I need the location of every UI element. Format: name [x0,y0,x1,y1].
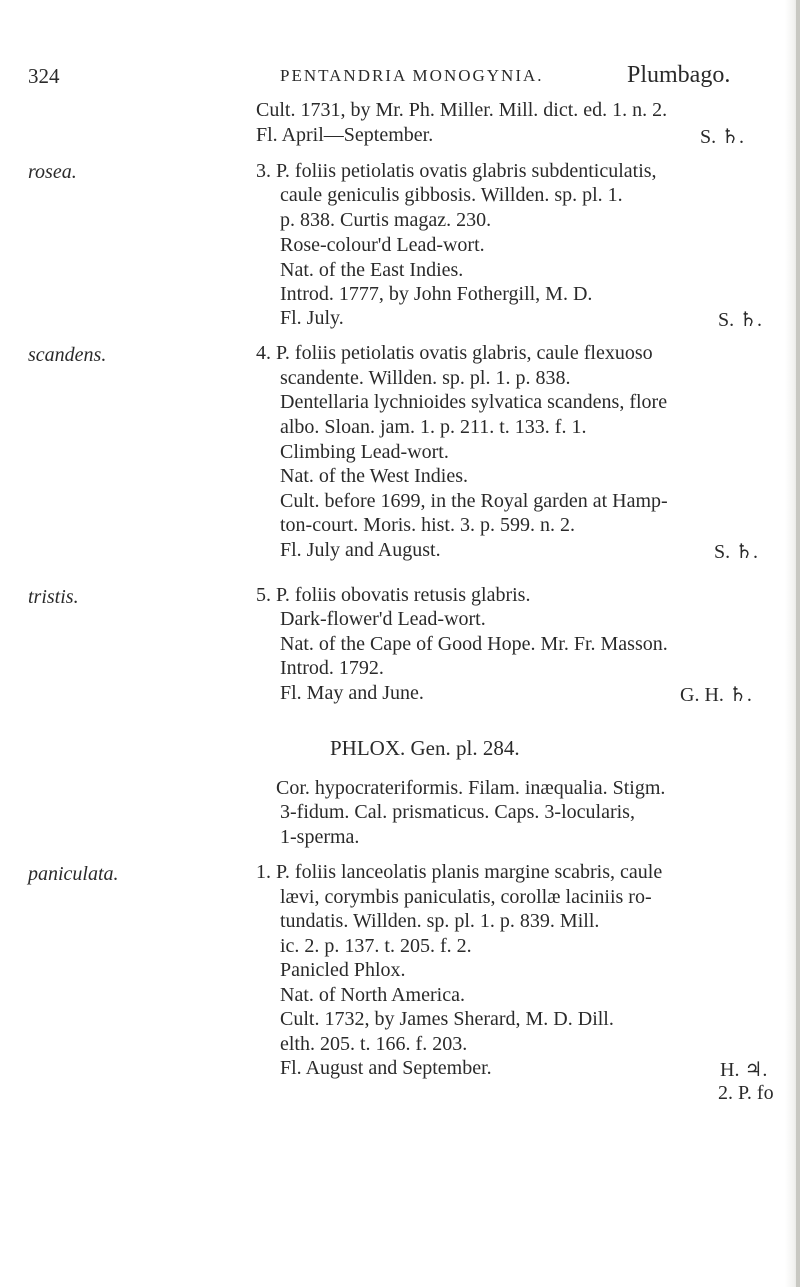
text-line: Rose-colour'd Lead-wort. [280,234,485,256]
text-line: lævi, corymbis paniculatis, corollæ laciniis ro- [280,886,652,908]
text-line: ic. 2. p. 137. t. 205. f. 2. [280,935,472,957]
text-line: 3. P. foliis petiolatis ovatis glabris subdenticulatis, [256,160,657,182]
habit-marker: S. ♄. [718,309,763,331]
text-line: p. 838. Curtis magaz. 230. [280,209,492,231]
text-line: Fl. July and August. [280,539,441,561]
text-line: Cult. before 1699, in the Royal garden at Hamp- [280,490,668,512]
text-line: Dentellaria lychnioides sylvatica scandens, flore [280,391,668,413]
text-line: ton-court. Moris. hist. 3. p. 599. n. 2. [280,514,575,536]
text-line: Nat. of North America. [280,984,465,1006]
text-line: Fl. April—September. [256,124,434,146]
habit-marker: G. H. ♄. [680,684,752,706]
text-line: 4. P. foliis petiolatis ovatis glabris, caule flexuoso [256,342,653,364]
text-line: Fl. July. [280,307,344,329]
text-line: Cult. 1731, by Mr. Ph. Miller. Mill. dict. ed. 1. n. 2. [256,99,668,121]
text-line: scandente. Willden. sp. pl. 1. p. 838. [280,367,571,389]
text-line: Nat. of the Cape of Good Hope. Mr. Fr. Masson. [280,633,668,655]
genus-heading: PHLOX. Gen. pl. 284. [330,736,520,760]
text-line: caule geniculis gibbosis. Willden. sp. pl. 1. [280,184,623,206]
next-entry-fragment: 2. P. fo [718,1082,774,1104]
header-genus: Plumbago. [627,62,731,88]
text-line: 3-fidum. Cal. prismaticus. Caps. 3-locularis, [280,801,635,823]
margin-species-name: scandens. [28,344,107,366]
text-line: Nat. of the East Indies. [280,259,464,281]
text-line: Climbing Lead-wort. [280,441,449,463]
text-line: tundatis. Willden. sp. pl. 1. p. 839. Mill. [280,910,600,932]
text-line: Fl. August and September. [280,1057,492,1079]
text-line: Dark-flower'd Lead-wort. [280,608,486,630]
text-line: Nat. of the West Indies. [280,465,468,487]
margin-species-name: rosea. [28,161,77,183]
habit-marker: S. ♄. [714,541,759,563]
running-header [28,62,788,98]
text-line: Cor. hypocrateriformis. Filam. inæqualia. Stigm. [276,777,666,799]
text-line: 1. P. foliis lanceolatis planis margine scabris, caule [256,861,663,883]
text-line: Introd. 1777, by John Fothergill, M. D. [280,283,593,305]
habit-marker: S. ♄. [700,126,745,148]
text-line: Cult. 1732, by James Sherard, M. D. Dill. [280,1008,614,1030]
text-line: 5. P. foliis obovatis retusis glabris. [256,584,531,606]
header-title: PENTANDRIA MONOGYNIA. [280,66,544,85]
page-edge [796,0,800,1287]
habit-marker: H. ♃. [720,1059,768,1081]
page-number: 324 [28,64,60,88]
text-line: Fl. May and June. [280,682,424,704]
text-line: elth. 205. t. 166. f. 203. [280,1033,468,1055]
text-line: Introd. 1792. [280,657,384,679]
text-line: 1-sperma. [280,826,360,848]
text-line: albo. Sloan. jam. 1. p. 211. t. 133. f. 1. [280,416,587,438]
text-line: Panicled Phlox. [280,959,406,981]
margin-species-name: paniculata. [28,863,119,885]
margin-species-name: tristis. [28,586,79,608]
